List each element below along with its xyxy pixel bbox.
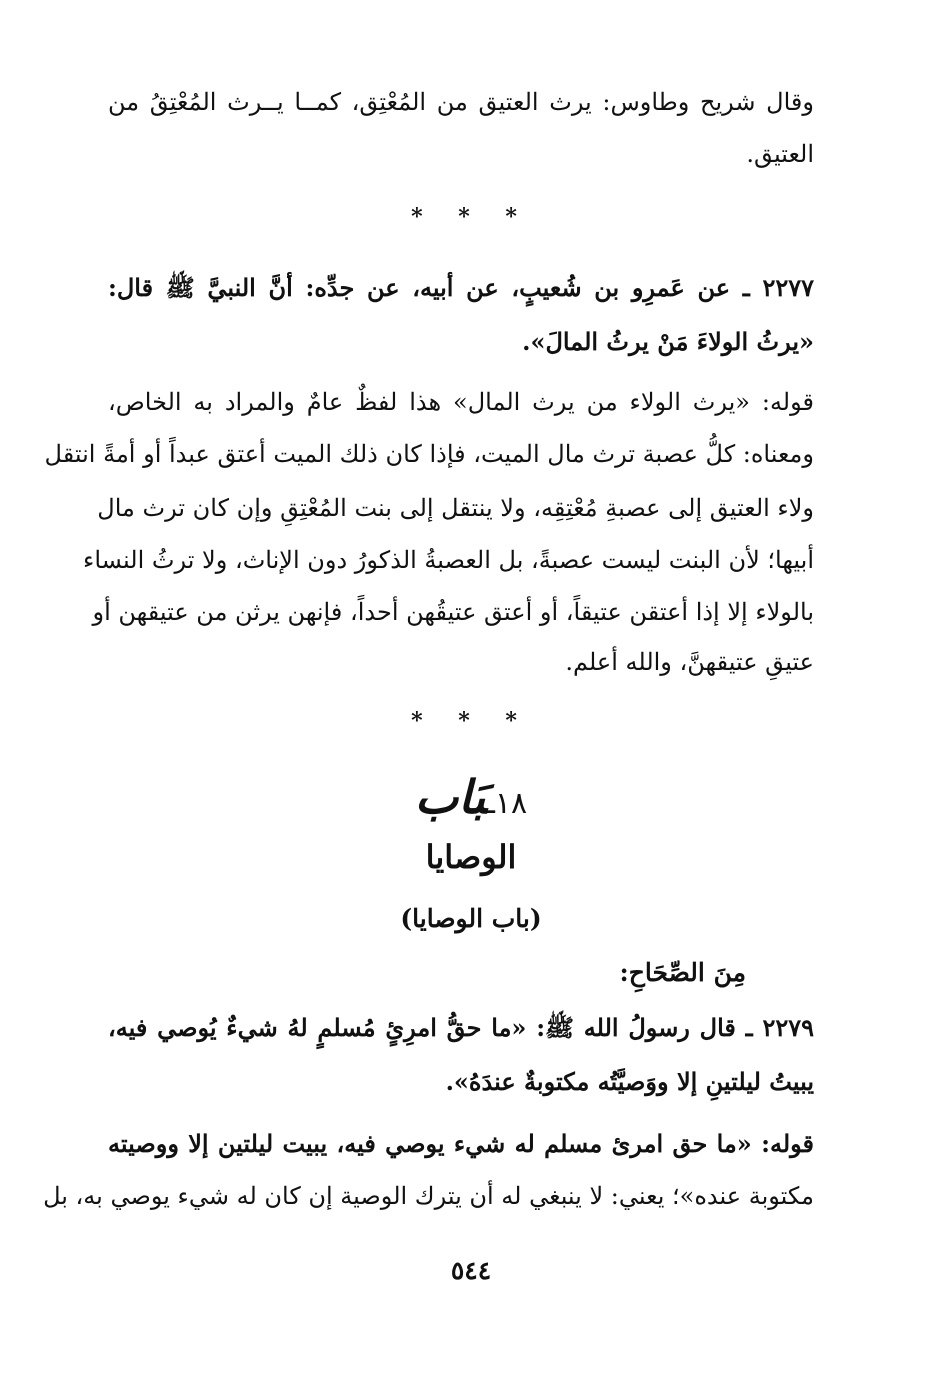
- section-separator: * * *: [411, 204, 531, 230]
- page-number: ٥٤٤: [450, 1256, 492, 1285]
- commentary-line: أبيها؛ لأن البنت ليست عصبةً، بل العصبةُ الذكورُ دون الإناث، ولا ترثُ النساء: [83, 546, 814, 574]
- chapter-title: الوصايا: [425, 838, 517, 876]
- commentary-line: عتيقِ عتيقهنَّ، والله أعلم.: [565, 648, 814, 676]
- text-line: العتيق.: [746, 140, 814, 168]
- commentary-line: ولاء العتيق إلى عصبةِ مُعْتِقِه، ولا ينتقل إلى بنت المُعْتِقِ وإن كان ترث مال: [97, 494, 814, 522]
- text-line: وقال شريح وطاوس: يرث العتيق من المُعْتِق، كمــا يــرث المُعْتِقُ من: [108, 88, 814, 116]
- chapter-number: ١٨: [494, 786, 528, 821]
- hadith-line: ٢٢٧٩ ـ قال رسولُ الله ﷺ: «ما حقُّ امرِئٍ مُسلمٍ لهُ شيءٌ يُوصي فيه،: [108, 1013, 814, 1042]
- section-separator: * * *: [411, 708, 531, 734]
- section-label: مِنَ الصِّحَاحِ:: [619, 958, 746, 987]
- hadith-line: ٢٢٧٧ ـ عن عَمرِو بن شُعيبٍ، عن أبيه، عن جدِّه: أنَّ النبيَّ ﷺ قال:: [108, 273, 814, 302]
- commentary-line: ومعناه: كلُّ عصبة ترث مال الميت، فإذا كان ذلك الميت أعتق عبداً أو أمةً انتقل: [44, 440, 814, 468]
- chapter-heading: [0, 770, 942, 824]
- commentary-line: قوله: «ما حق امرئ مسلم له شيء يوصي فيه، يبيت ليلتين إلا ووصيته: [108, 1129, 814, 1158]
- chapter-word: بَاب: [414, 770, 487, 824]
- commentary-line: قوله: «يرث الولاء من يرث المال» هذا لفظٌ عامٌ والمراد به الخاص،: [108, 388, 814, 416]
- commentary-line: مكتوبة عنده»؛ يعني: لا ينبغي له أن يترك الوصية إن كان له شيء يوصي به، بل: [43, 1182, 814, 1210]
- commentary-line: بالولاء إلا إذا أعتقن عتيقاً، أو أعتق عتيقُهن أحداً، فإنهن يرثن من عتيقهن أو: [92, 598, 814, 626]
- chapter-dash: ـ: [486, 786, 495, 821]
- chapter-subtitle: (باب الوصايا): [400, 904, 542, 933]
- hadith-line: «يرثُ الولاءَ مَنْ يرثُ المالَ».: [522, 327, 814, 356]
- hadith-line: يبيتُ ليلتينِ إلا ووَصيَّتُه مكتوبةٌ عندَهُ».: [445, 1067, 814, 1096]
